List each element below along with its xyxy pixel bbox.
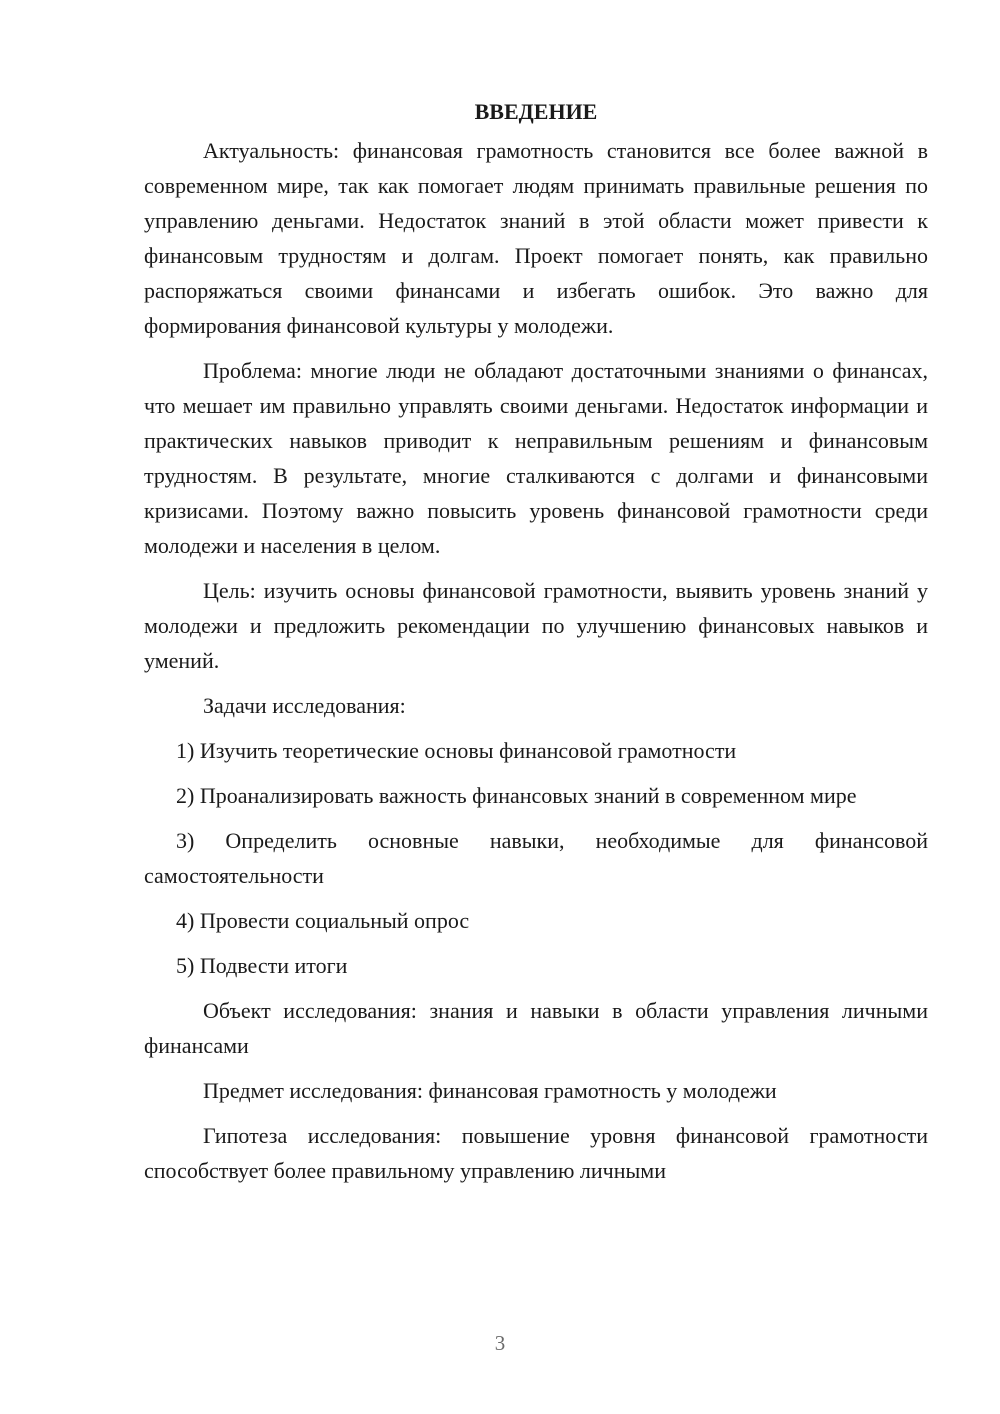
task-item-1: 1) Изучить теоретические основы финансовой грамотности xyxy=(176,738,737,763)
paragraph-object: Объект исследования: знания и навыки в области управления личными финансами xyxy=(144,998,928,1058)
paragraph-subject: Предмет исследования: финансовая грамотность у молодежи xyxy=(203,1078,777,1103)
paragraph-relevance: Актуальность: финансовая грамотность становится все более важной в современном мире, так как помогает людям принимать правильные решения по управлению деньгами. Недостаток знаний в этой области может привести к финансовым трудностям и долгам. Проект помогает понять, как правильно распоряжаться своими финансами и избегать ошибок. Это важно для формирования финансовой культуры у молодежи. xyxy=(144,138,928,338)
paragraph-hypothesis: Гипотеза исследования: повышение уровня финансовой грамотности способствует более правильному управлению личными xyxy=(144,1123,928,1183)
page-body xyxy=(144,94,928,1198)
paragraph-goal: Цель: изучить основы финансовой грамотности, выявить уровень знаний у молодежи и предложить рекомендации по улучшению финансовых навыков и умений. xyxy=(144,578,928,673)
task-item-2: 2) Проанализировать важность финансовых знаний в современном мире xyxy=(176,783,857,808)
task-item-4: 4) Провести социальный опрос xyxy=(176,908,470,933)
task-item-5: 5) Подвести итоги xyxy=(176,953,348,978)
page-number: 3 xyxy=(494,1331,506,1355)
section-title: ВВЕДЕНИЕ xyxy=(474,99,598,124)
tasks-heading: Задачи исследования: xyxy=(203,693,406,718)
paragraph-problem: Проблема: многие люди не обладают достаточными знаниями о финансах, что мешает им правильно управлять своими деньгами. Недостаток информации и практических навыков приводит к неправильным решениям и финансовым трудностям. В результате, многие сталкиваются с долгами и финансовыми кризисами. Поэтому важно повысить уровень финансовой грамотности среди молодежи и населения в целом. xyxy=(144,358,928,558)
task-item-3: 3) Определить основные навыки, необходимые для финансовой самостоятельности xyxy=(144,828,928,888)
